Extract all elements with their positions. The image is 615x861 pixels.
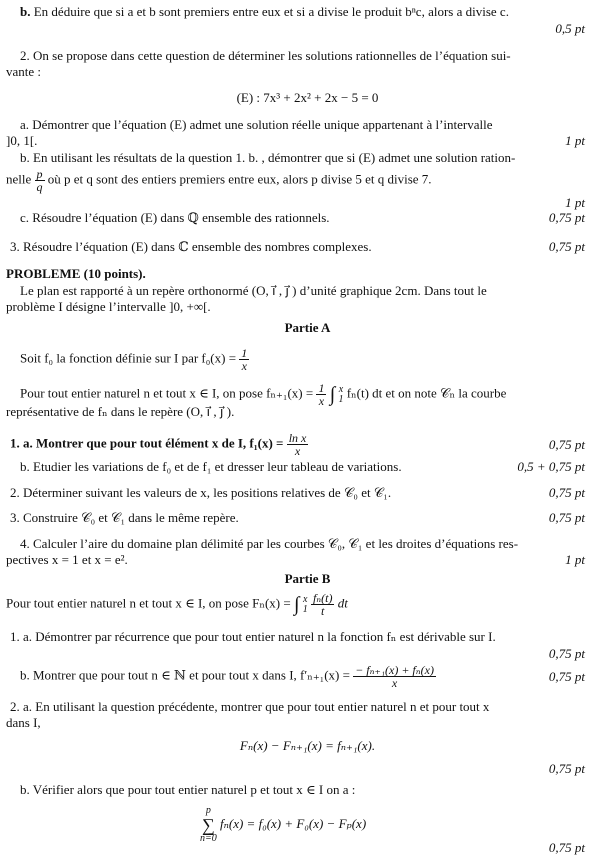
- partA-q4-points: 1 pt: [565, 552, 585, 567]
- partA-q4-line-2: pectives x = 1 et x = e².: [6, 552, 128, 567]
- partB-q1b-num: − fₙ₊₁(x) + fₙ(x): [355, 663, 434, 677]
- partB-def: [6, 592, 348, 617]
- partA-def-fn-pre: Pour tout entier naturel n et tout x ∈ I, on pose fₙ₊₁(x) =: [20, 385, 314, 401]
- q2c-points: 0,75 pt: [548, 210, 585, 225]
- partB-q2b-points: 0,75 pt: [548, 840, 585, 855]
- partB-q2a-line-2: dans I,: [6, 715, 41, 730]
- partA-def-fn-post: fₙ(t) dt et on note 𝒞ₙ la courbe: [346, 385, 507, 401]
- partA-q1a-fraction: [287, 432, 309, 457]
- q2c-text: c. Résoudre l’équation (E) dans ℚ ensemble des rationnels.: [20, 210, 330, 225]
- partA-def-f0: [20, 347, 249, 372]
- partB-def-post: dt: [337, 595, 348, 611]
- q1b-body: En déduire que si a et b sont premiers entre eux et si a divise le produit bⁿc, alors a divise c.: [33, 4, 509, 19]
- q2a-line-2: ]0, 1[.: [6, 133, 38, 148]
- q3-text: 3. Résoudre l’équation (E) dans ℂ ensemble des nombres complexes.: [10, 239, 372, 254]
- partA-def-fn-integral: ∫: [329, 383, 336, 406]
- partB-title: Partie B: [284, 571, 331, 586]
- partA-def-fn-lim-low: 1: [338, 393, 344, 405]
- partA-q1a-points: 0,75 pt: [548, 437, 585, 452]
- partB-sum: [200, 806, 217, 844]
- partA-q4-line-1: 4. Calculer l’aire du domaine plan délimité par les courbes 𝒞₀, 𝒞₁ et les droites d’équations res-: [20, 536, 519, 551]
- partB-def-fraction: [311, 592, 335, 617]
- partA-q1a-pre: 1. a. Montrer que pour tout élément x de I, f₁(x) =: [10, 435, 284, 451]
- partB-sum-up: p: [205, 805, 211, 816]
- q2a-points: 1 pt: [565, 133, 585, 148]
- q2b-points: 1 pt: [565, 195, 585, 210]
- partA-def-fn-den: x: [318, 394, 325, 408]
- partA-q2: 2. Déterminer suivant les valeurs de x, les positions relatives de 𝒞₀ et 𝒞₁.: [10, 485, 392, 500]
- partB-q1b: [20, 664, 436, 689]
- partB-sum-formula: [200, 806, 366, 844]
- q2-equation: (E) : 7x³ + 2x² + 2x − 5 = 0: [236, 90, 379, 105]
- partA-q1a-num: ln x: [288, 431, 307, 445]
- probleme-title: PROBLEME (10 points).: [6, 266, 146, 281]
- partA-def-fn-limits: [338, 385, 343, 405]
- partA-q1b-points: 0,5 + 0,75 pt: [517, 459, 585, 474]
- partB-def-lim-up: x: [302, 593, 308, 605]
- partB-q2a-equation: Fₙ(x) − Fₙ₊₁(x) = fₙ₊₁(x).: [239, 738, 376, 753]
- q2-intro-1: 2. On se propose dans cette question de déterminer les solutions rationnelles de l’équation sui-: [20, 48, 511, 63]
- partB-q1b-pre: b. Montrer que pour tout n ∈ ℕ et pour tout x dans I, f′ₙ₊₁(x) =: [20, 667, 350, 683]
- partA-q1a: [10, 432, 308, 457]
- partA-q3: 3. Construire 𝒞₀ et 𝒞₁ dans le même repère.: [10, 510, 239, 525]
- q2b-fraction: [35, 168, 45, 193]
- q2-intro-2: vante :: [6, 64, 42, 79]
- q2a-line-1: a. Démontrer que l’équation (E) admet une solution réelle unique appartenant à l’intervalle: [20, 117, 493, 132]
- partA-def-f0-pre: Soit f₀ la fonction définie sur I par f₀(x) =: [20, 350, 237, 366]
- partA-def-f0-num: 1: [241, 346, 248, 360]
- partA-def-fn-lim-up: x: [338, 383, 344, 395]
- partA-def-fn-fraction: [316, 382, 326, 407]
- partB-q2a-line-1: 2. a. En utilisant la question précédente, montrer que pour tout entier naturel n et pour tout x: [10, 699, 490, 714]
- partA-q1a-den: x: [294, 444, 301, 458]
- partB-q2b: b. Vérifier alors que pour tout entier naturel p et tout x ∈ I on a :: [20, 782, 356, 797]
- partB-q1b-fraction: [353, 664, 436, 689]
- partB-q1a-points: 0,75 pt: [548, 646, 585, 661]
- partA-def-fn-line-2: représentative de fₙ dans le repère (O, i⃗ , j⃗ ).: [6, 404, 235, 419]
- q2b-line-1: b. En utilisant les résultats de la question 1. b. , démontrer que si (E) admet une solution ration-: [20, 150, 516, 165]
- partA-q3-points: 0,75 pt: [548, 510, 585, 525]
- partB-def-integral: ∫: [293, 593, 300, 616]
- partA-q1b: b. Etudier les variations de f₀ et de f₁ et dresser leur tableau de variations.: [20, 459, 402, 474]
- partA-def-f0-den: x: [241, 359, 247, 373]
- q2b-frac-num: p: [36, 167, 43, 181]
- q3-points: 0,75 pt: [548, 239, 585, 254]
- partB-q1b-den: x: [391, 676, 398, 690]
- partB-q1b-points: 0,75 pt: [548, 669, 585, 684]
- partB-sum-low: n=0: [200, 833, 217, 844]
- probleme-line-2: problème I désigne l’intervalle ]0, +∞[.: [6, 299, 211, 314]
- partA-def-fn-num: 1: [318, 381, 325, 395]
- partB-def-lim-low: 1: [302, 603, 308, 615]
- partA-def-f0-fraction: [239, 347, 249, 372]
- q2b-frac-den: q: [36, 180, 43, 194]
- q1b-label: b.: [20, 4, 31, 19]
- partB-sum-eq: fₙ(x) = f₀(x) + F₀(x) − Fₚ(x): [220, 815, 367, 831]
- q2b-pre: nelle: [6, 171, 32, 187]
- probleme-line-1: Le plan est rapporté à un repère orthonormé (O, i⃗ , j⃗ ) d’unité graphique 2cm. Dans tout le: [20, 283, 487, 298]
- q1b-points: 0,5 pt: [555, 21, 585, 36]
- q1b-text: [20, 4, 509, 20]
- partB-def-limits: [303, 595, 308, 615]
- partB-def-num: fₙ(t): [312, 591, 333, 605]
- partB-sum-symbol: ∑: [201, 815, 215, 835]
- partB-q1a: 1. a. Démontrer par récurrence que pour tout entier naturel n la fonction fₙ est dérivable sur I.: [10, 629, 496, 644]
- partB-def-den: t: [321, 604, 325, 618]
- partB-def-pre: Pour tout entier naturel n et tout x ∈ I, on pose Fₙ(x) =: [6, 595, 291, 611]
- partB-q2a-points: 0,75 pt: [548, 761, 585, 776]
- q2b-post: où p et q sont des entiers premiers entre eux, alors p divise 5 et q divise 7.: [47, 171, 432, 187]
- q2b-line-2: [6, 168, 432, 193]
- partA-title: Partie A: [284, 320, 331, 335]
- partA-q2-points: 0,75 pt: [548, 485, 585, 500]
